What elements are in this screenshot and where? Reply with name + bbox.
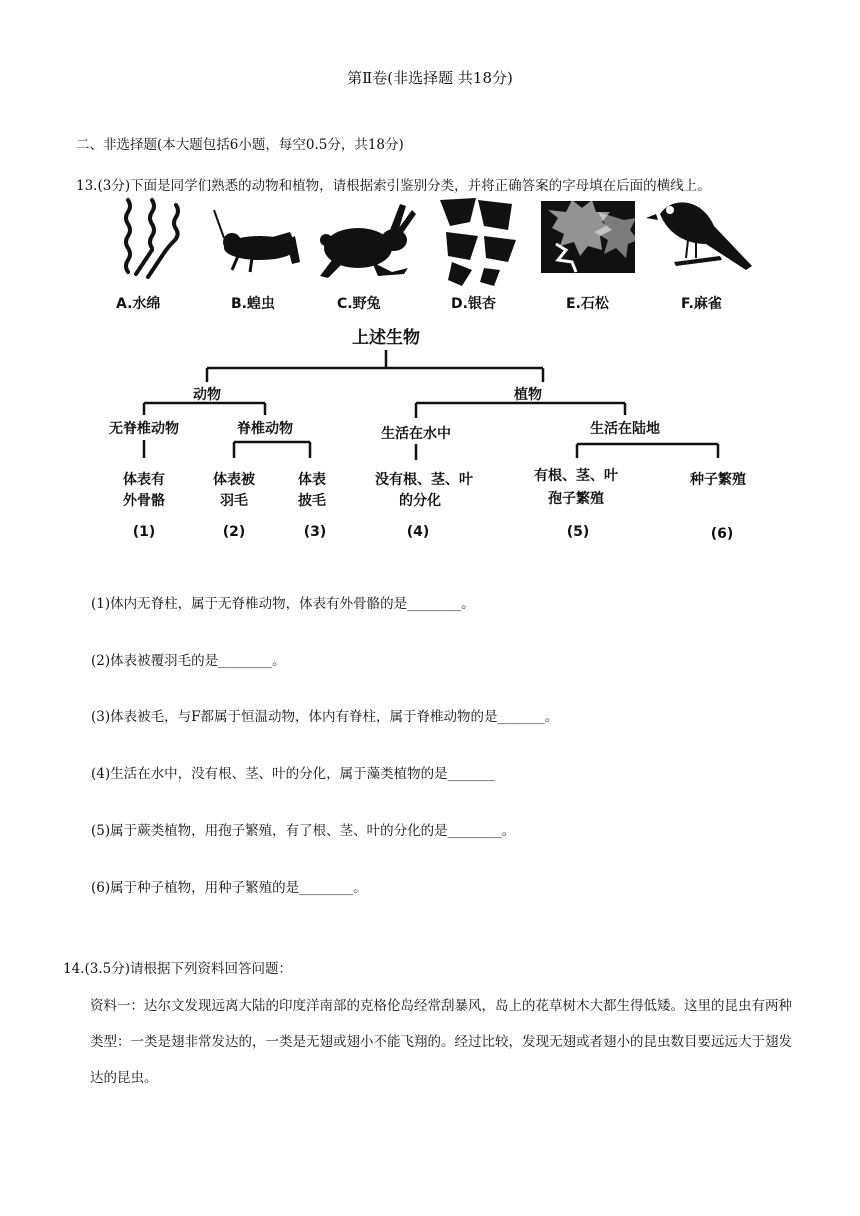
q13-item-5: (5)属于蕨类植物，用孢子繁殖，有了根、茎、叶的分化的是________。 [91, 823, 516, 839]
spirogyra-icon [126, 200, 178, 277]
q13-item-6: (6)属于种子植物，用种子繁殖的是________。 [91, 880, 367, 896]
tree-leaf-3: 披毛 [298, 493, 326, 509]
tree-number-2: (2) [222, 524, 246, 540]
sparrow-icon [646, 202, 752, 270]
page-title: 第Ⅱ卷(非选择题 共18分) [347, 69, 513, 87]
q13-stem: 13.(3分)下面是同学们熟悉的动物和植物，请根据索引鉴别分类，并将正确答案的字母填在后面的横线上。 [76, 178, 711, 194]
tree-number-1: (1) [132, 524, 156, 540]
tree-aquatic: 生活在水中 [381, 426, 451, 442]
tree-leaf-5: 孢子繁殖 [548, 491, 604, 507]
tree-leaf-6: 种子繁殖 [690, 472, 746, 488]
tree-leaf-1: 外骨骼 [123, 493, 165, 509]
ginkgo-icon [440, 198, 516, 286]
classification-figure [0, 0, 860, 560]
tree-number-3: (3) [303, 524, 327, 540]
tree-leaf-4: 的分化 [399, 493, 441, 509]
q13-item-2: (2)体表被覆羽毛的是________。 [91, 653, 286, 669]
tree-number-4: (4) [406, 524, 430, 540]
clubmoss-icon [541, 200, 638, 273]
tree-vertebrate: 脊椎动物 [237, 421, 293, 437]
tree-plant: 植物 [514, 387, 542, 403]
q13-item-1: (1)体内无脊柱，属于无脊椎动物，体表有外骨骼的是________。 [91, 596, 475, 612]
tree-leaf-3: 体表 [298, 472, 326, 488]
classification-tree-lines [144, 350, 718, 460]
organism-label: C.野兔 [337, 296, 381, 312]
organism-label: D.银杏 [451, 296, 496, 312]
tree-leaf-2: 体表被 [213, 472, 255, 488]
q13-item-4: (4)生活在水中，没有根、茎、叶的分化，属于藻类植物的是_______ [91, 766, 495, 782]
organism-label: E.石松 [566, 296, 609, 312]
tree-invertebrate: 无脊椎动物 [109, 421, 179, 437]
q13-item-3: (3)体表被毛，与F都属于恒温动物，体内有脊柱，属于脊椎动物的是_______。 [91, 709, 559, 725]
organism-label: F.麻雀 [681, 296, 722, 312]
tree-leaf-2: 羽毛 [220, 493, 248, 509]
section-heading: 二、非选择题(本大题包括6小题，每空0.5分，共18分) [76, 137, 404, 153]
q14-material-1: 资料一：达尔文发现远离大陆的印度洋南部的克格伦岛经常刮暴风，岛上的花草树木大都生得低矮。这里的昆虫有两种类型：一类是翅非常发达的，一类是无翅或翅小不能飞翔的。经过比较，发现无翅或者翅小的昆虫数目要远远大于翅发达的昆虫。 [90, 998, 792, 1086]
organism-label: A.水绵 [116, 296, 161, 312]
organism-label: B.蝗虫 [231, 296, 275, 312]
tree-animal: 动物 [193, 387, 221, 403]
tree-number-5: (5) [566, 524, 590, 540]
tree-leaf-4: 没有根、茎、叶 [375, 472, 473, 488]
q14-stem: 14.(3.5分)请根据下列资料回答问题： [63, 961, 292, 977]
grasshopper-icon [214, 210, 300, 272]
tree-terrestrial: 生活在陆地 [590, 421, 660, 437]
tree-root: 上述生物 [352, 328, 420, 348]
rabbit-icon [320, 204, 416, 278]
tree-leaf-5: 有根、茎、叶 [534, 468, 618, 484]
tree-number-6: (6) [710, 526, 734, 542]
tree-leaf-1: 体表有 [123, 472, 165, 488]
